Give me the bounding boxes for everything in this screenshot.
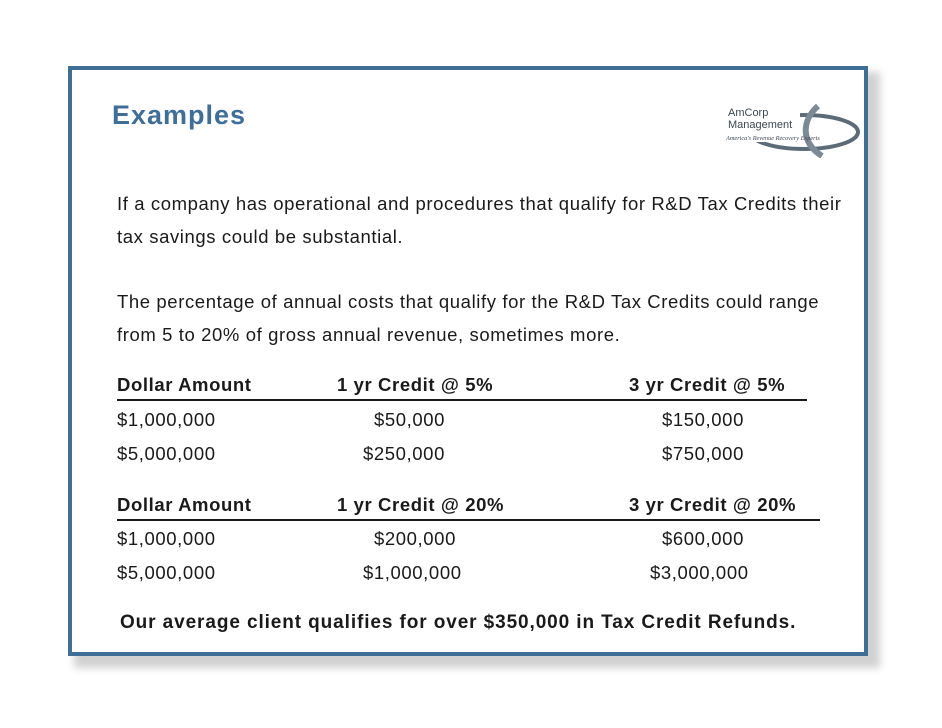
table5-row [117, 409, 857, 441]
slide-title: Examples [112, 100, 247, 130]
table20-header-3yr: 3 yr Credit @ 20% [629, 494, 797, 515]
slide-frame [68, 66, 868, 656]
table5-header-underline [117, 399, 807, 401]
table20-cell-amount: $5,000,000 [117, 562, 216, 583]
table20-header-underline [117, 519, 820, 521]
table20-cell-1yr: $1,000,000 [363, 562, 462, 583]
percentage-paragraph: The percentage of annual costs that qualify for the R&D Tax Credits could range from 5 to 20% of gross annual revenue, sometimes more. [117, 291, 820, 345]
intro-paragraph: If a company has operational and procedures that qualify for R&D Tax Credits their tax savings could be substantial. [117, 193, 842, 247]
table5-cell-amount: $1,000,000 [117, 409, 216, 430]
table20-header-1yr: 1 yr Credit @ 20% [337, 494, 505, 515]
table20-header-row [117, 494, 857, 526]
logo-tagline: America's Revenue Recovery Experts [726, 135, 820, 142]
table5-row [117, 443, 857, 475]
table5-header-row [117, 374, 857, 406]
table5-cell-amount: $5,000,000 [117, 443, 216, 464]
table5-cell-3yr: $150,000 [662, 409, 744, 430]
logo-line2: Management [728, 119, 793, 131]
table5-header-amount: Dollar Amount [117, 374, 252, 395]
table20-cell-1yr: $200,000 [374, 528, 456, 549]
table20-row [117, 562, 857, 594]
amcorp-logo [722, 102, 862, 158]
table5-cell-1yr: $50,000 [374, 409, 446, 430]
table20-cell-amount: $1,000,000 [117, 528, 216, 549]
logo-line1: AmCorp [728, 107, 769, 119]
table20-row [117, 528, 857, 560]
table20-cell-3yr: $3,000,000 [650, 562, 749, 583]
table5-cell-3yr: $750,000 [662, 443, 744, 464]
table5-header-1yr: 1 yr Credit @ 5% [337, 374, 494, 395]
table5-header-3yr: 3 yr Credit @ 5% [629, 374, 786, 395]
table20-cell-3yr: $600,000 [662, 528, 744, 549]
table5-cell-1yr: $250,000 [363, 443, 445, 464]
footer-callout: Our average client qualifies for over $350,000 in Tax Credit Refunds. [120, 612, 797, 633]
table20-header-amount: Dollar Amount [117, 494, 252, 515]
